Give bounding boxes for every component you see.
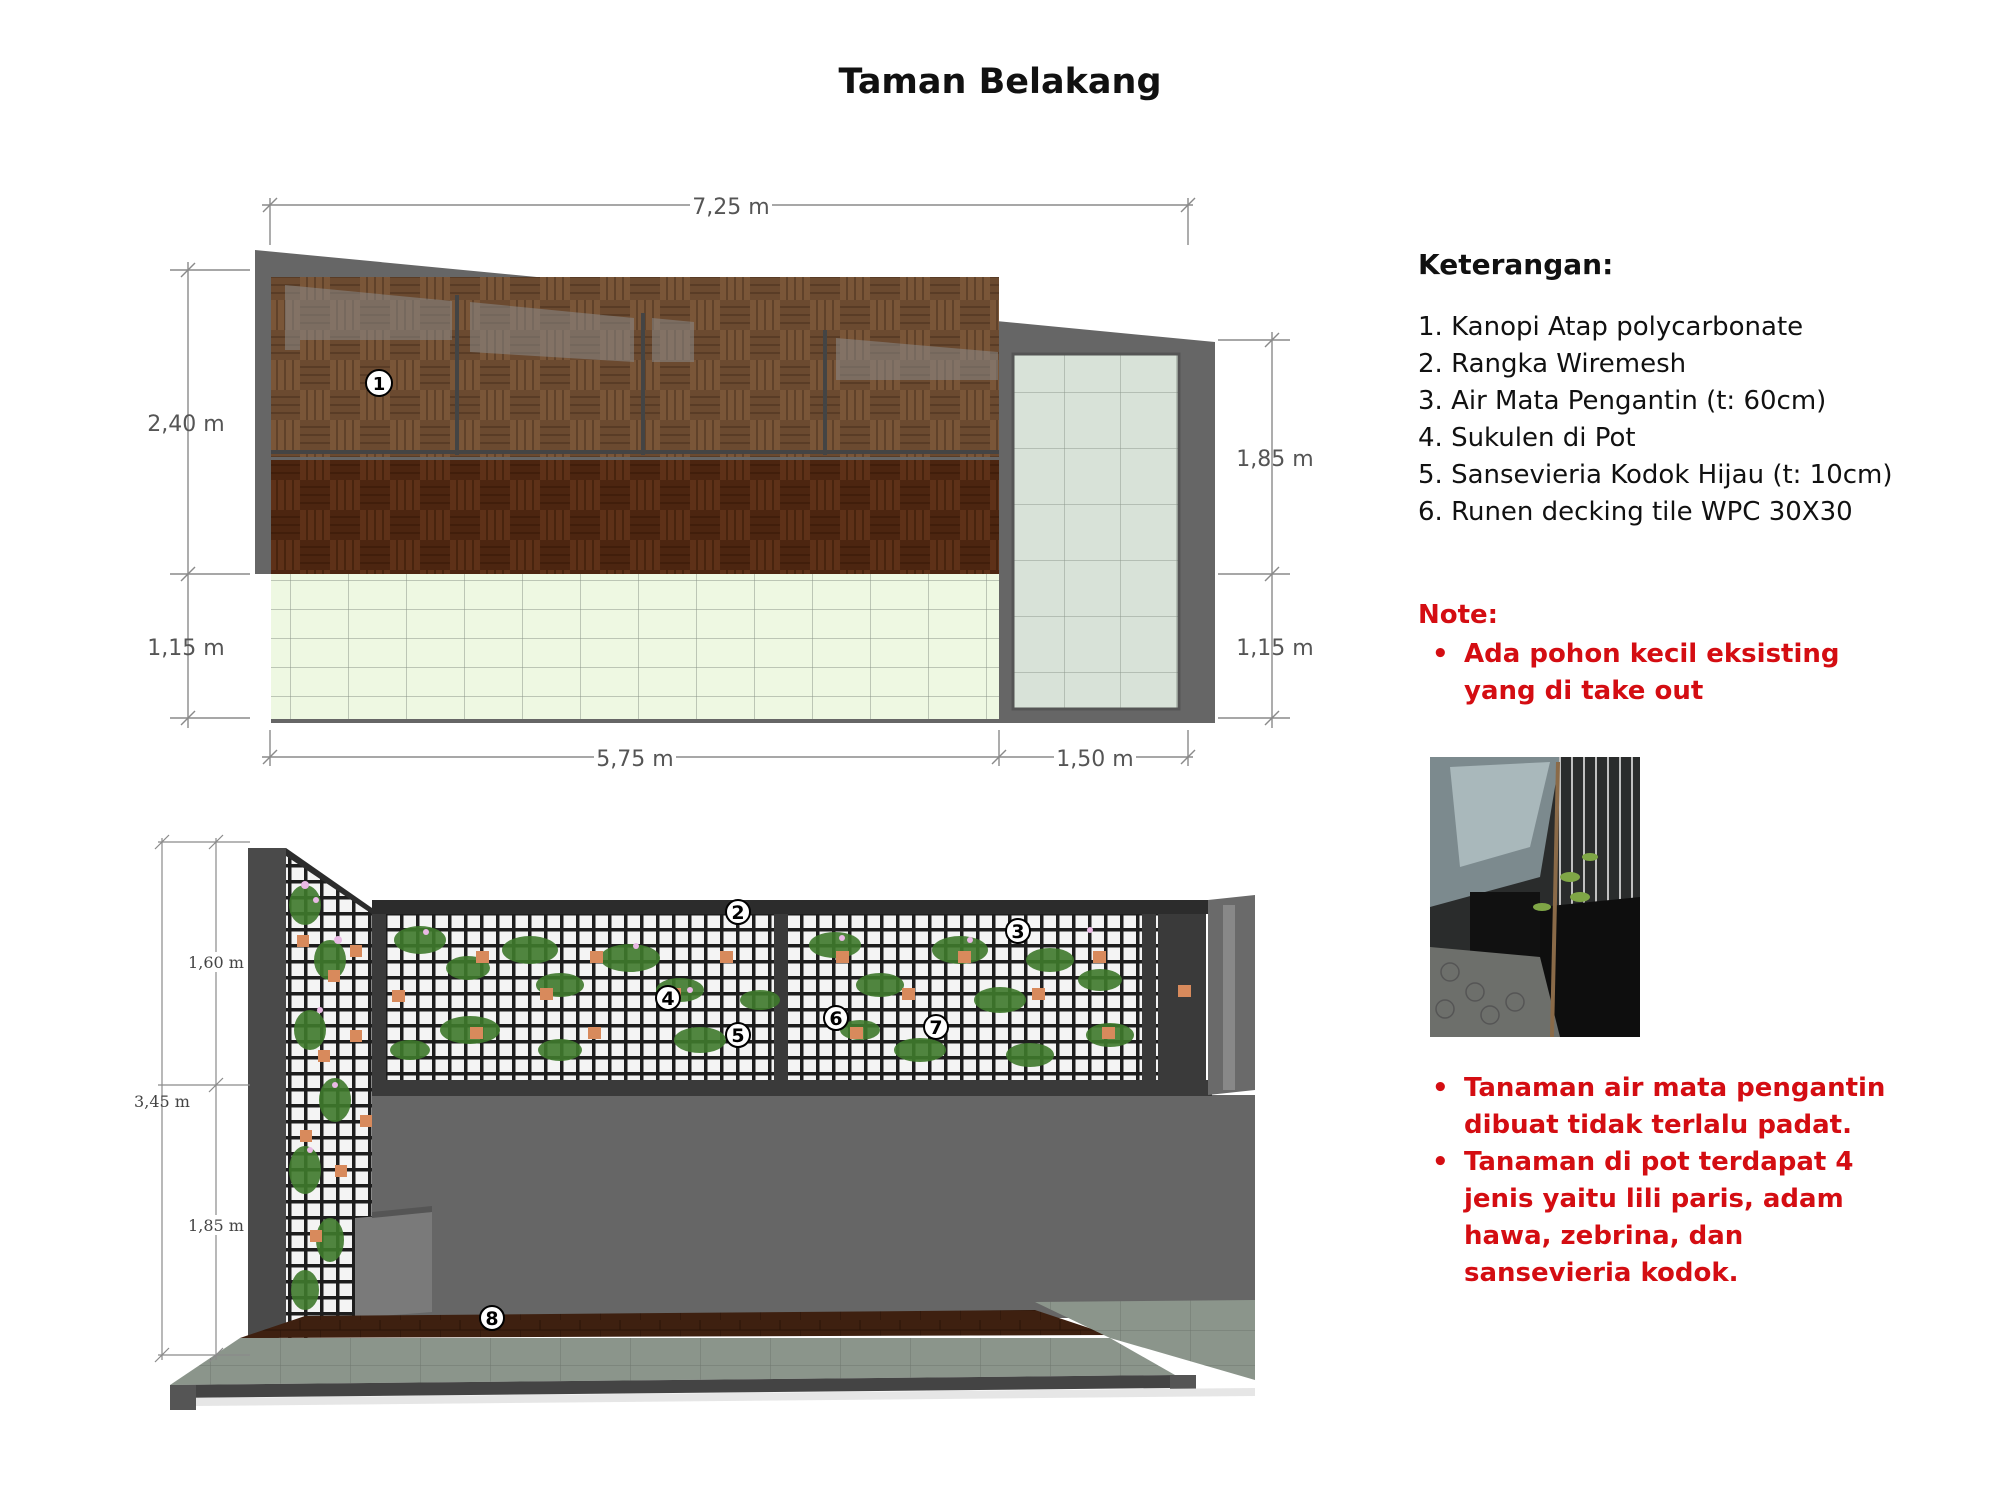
legend-item: 4. Sukulen di Pot [1418, 423, 1636, 453]
dim-bottom-right: 1,50 m [1056, 747, 1134, 772]
note-bullet: • Tanaman di pot terdapat 4 jenis yaitu lili paris, adam hawa, zebrina, dan sansevieria kodok. [1418, 1144, 1918, 1292]
dim-top: 7,25 m [692, 195, 770, 220]
marker-5: 5 [731, 1025, 745, 1047]
marker-7: 7 [929, 1017, 943, 1039]
dim-elevation-lower: 1,85 m [188, 1216, 244, 1235]
marker-6: 6 [829, 1008, 843, 1030]
dim-left-upper: 2,40 m [147, 412, 225, 437]
floor-plan [0, 0, 1400, 780]
legend-item: 5. Sansevieria Kodok Hijau (t: 10cm) [1418, 460, 1893, 490]
legend-item: 1. Kanopi Atap polycarbonate [1418, 312, 1804, 342]
note-list-bottom [1418, 1070, 1918, 1292]
marker-2: 2 [731, 902, 745, 924]
dim-elevation-upper: 1,60 m [188, 953, 244, 972]
dim-left-lower: 1,15 m [147, 636, 225, 661]
dim-bottom-left: 5,75 m [596, 747, 674, 772]
existing-tree-photo [1430, 757, 1640, 1037]
legend-item: 3. Air Mata Pengantin (t: 60cm) [1418, 386, 1827, 416]
marker-8: 8 [485, 1308, 499, 1330]
marker-3: 3 [1011, 921, 1025, 943]
elevation-render [0, 820, 1400, 1440]
marker-1: 1 [372, 374, 386, 395]
legend-item: 6. Runen decking tile WPC 30X30 [1418, 497, 1853, 527]
dim-right-upper: 1,85 m [1236, 447, 1314, 472]
page-title: Taman Belakang [838, 62, 1162, 102]
marker-4: 4 [661, 988, 675, 1010]
note-heading: Note: [1418, 600, 1499, 630]
note-bullet: • Ada pohon kecil eksisting yang di take out [1418, 636, 1918, 710]
note-bullet: • Tanaman air mata pengantin dibuat tidak terlalu padat. [1418, 1070, 1918, 1144]
dim-elevation-total: 3,45 m [134, 1092, 190, 1111]
legend-item: 2. Rangka Wiremesh [1418, 349, 1687, 379]
legend [1418, 248, 1978, 531]
legend-heading: Keterangan: [1418, 248, 1614, 281]
dim-right-lower: 1,15 m [1236, 636, 1314, 661]
note-list-top [1418, 636, 1918, 710]
